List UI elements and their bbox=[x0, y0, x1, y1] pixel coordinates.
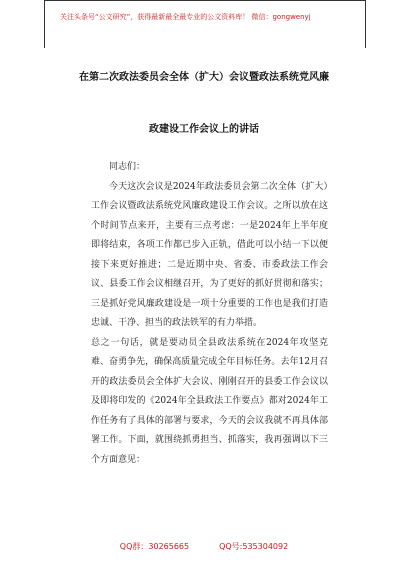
footer-qq-number: QQ号:535304092 bbox=[219, 542, 289, 551]
header-notice: 关注头条号“公文研究”，获得最新最全最专业的公文资料库！ 微信：gongwenyj bbox=[60, 13, 311, 21]
footer-qq-group: QQ群：30265665 bbox=[119, 542, 190, 551]
salutation: 同志们： bbox=[109, 162, 146, 172]
page-border bbox=[44, 0, 366, 48]
document-title-line-2: 政建设工作会议上的讲话 bbox=[149, 124, 259, 135]
document-title-line-1: 在第二次政法委员会全体（扩大）会议暨政法系统党风廉 bbox=[79, 72, 329, 83]
footer-contact bbox=[0, 541, 408, 552]
paragraph-1: 今天这次会议是2024年政法委员会第二次全体（扩大）工作会议暨政法系统党风廉政建设工作会议。之所以放在这个时间节点来开，主要有三点考虑：一是2024年上半年度即将结束，各项工作都已步入正轨，借此可以小结一下以便接下来更好推进；二是近期中央、省委、市委政法工作会议、县委工作会议相继召开，为了更好的抓好贯彻和落实；三是抓好党风廉政建设是一项十分重要的工作也是我们打造忠诚、干净、担当的政法铁军的有力举措。 bbox=[91, 181, 328, 328]
paragraph-2: 总之一句话，就是要动员全县政法系统在2024年攻坚克难、奋勇争先，确保高质量完成全年目标任务。去年12月召开的政法委员会全体扩大会议、刚刚召开的县委工作会议以及即将印发的《2024年全县政法工作要点》都对2024年工作任务有了具体的部署与要求，今天的会议我就不再具体部署工作。下面，就围绕抓勇担当、抓落实，我再强调以下三个方面意见： bbox=[91, 337, 328, 465]
document-body bbox=[91, 158, 328, 470]
